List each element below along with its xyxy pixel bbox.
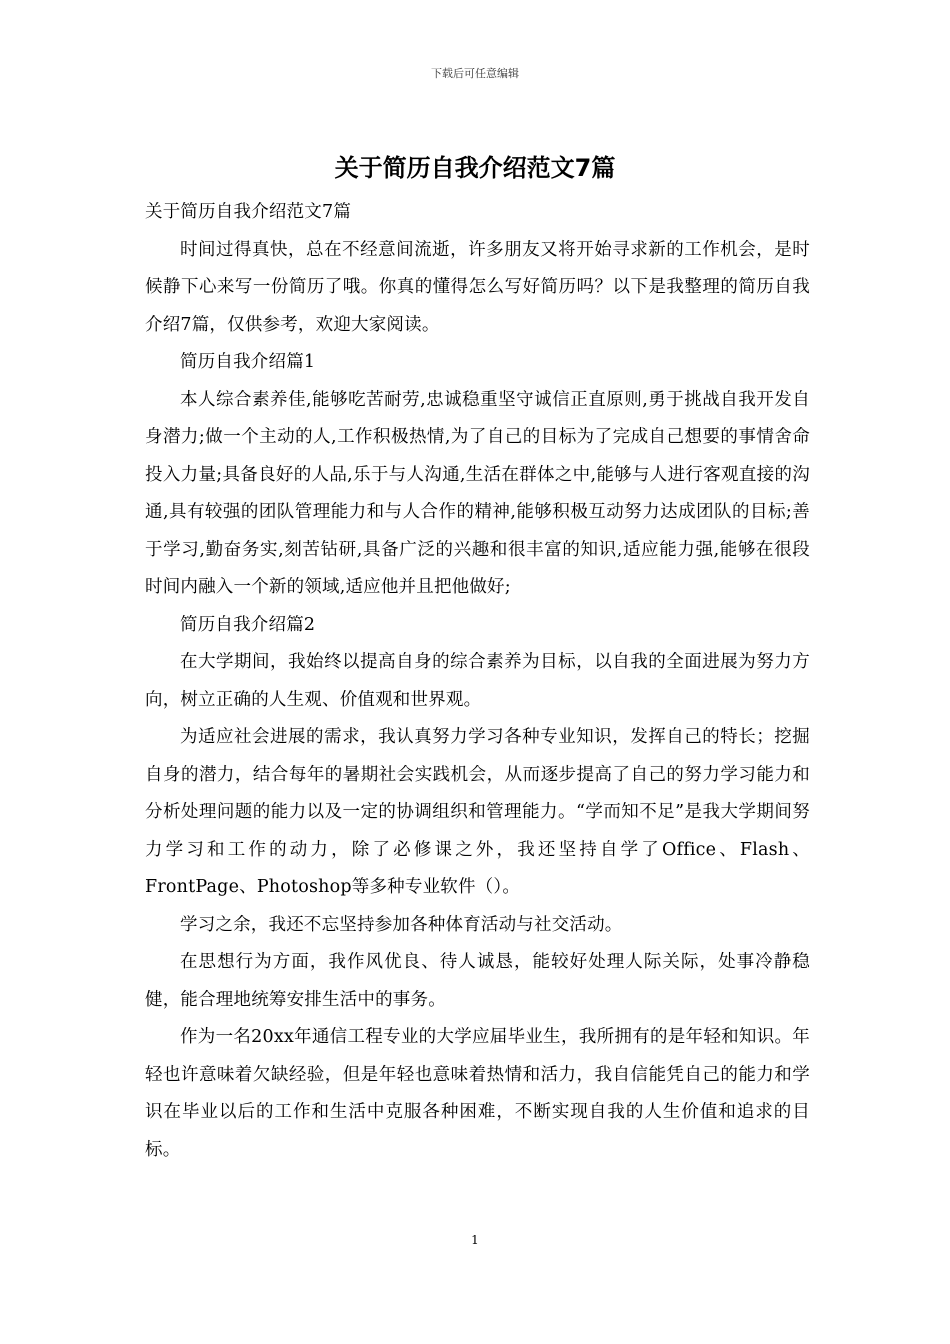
section-1-paragraph: 本人综合素养佳,能够吃苦耐劳,忠诚稳重坚守诚信正直原则,勇于挑战自我开发自身潜力;做一个主动的人,工作积极热情,为了自己的目标为了完成自己想要的事情舍命投入力量;具备良好的人品,乐于与人沟通,生活在群体之中,能够与人进行客观直接的沟通,具有较强的团队管理能力和与人合作的精神,能够积极互动努力达成团队的目标;善于学习,勤奋务实,刻苦钻研,具备广泛的兴趣和很丰富的知识,适应能力强,能够在很段时间内融入一个新的领域,适应他并且把他做好;	[145, 389, 810, 597]
section-heading-2: 简历自我介绍篇2	[180, 614, 316, 635]
section-2-paragraph-4: 在思想行为方面，我作风优良、待人诚恳，能较好处理人际关际，处事冷静稳健，能合理地统筹安排生活中的事务。	[145, 952, 810, 1010]
section-2-paragraph-2: 为适应社会进展的需求，我认真努力学习各种专业知识，发挥自己的特长；挖掘自身的潜力，结合每年的暑期社会实践机会，从而逐步提高了自己的努力学习能力和分析处理问题的能力以及一定的协调组织和管理能力。“学而知不足”是我大学期间努力学习和工作的动力，除了必修课之外，我还坚持自学了Office、Flash、FrontPage、Photoshop等多种专业软件（）。	[145, 727, 810, 897]
document-body	[145, 194, 810, 1169]
page-number: 1	[471, 1233, 479, 1247]
section-2-paragraph-1: 在大学期间，我始终以提高自身的综合素养为目标，以自我的全面进展为努力方向，树立正确的人生观、价值观和世界观。	[145, 652, 810, 710]
header-note: 下载后可任意编辑	[431, 67, 519, 80]
subtitle-paragraph: 关于简历自我介绍范文7篇	[145, 202, 352, 222]
intro-paragraph: 时间过得真快，总在不经意间流逝，许多朋友又将开始寻求新的工作机会，是时候静下心来写一份简历了哦。你真的懂得怎么写好简历吗？以下是我整理的简历自我介绍7篇，仅供参考，欢迎大家阅读。	[145, 239, 810, 335]
document-title: 关于简历自我介绍范文7篇	[334, 154, 616, 182]
section-2-paragraph-5: 作为一名20xx年通信工程专业的大学应届毕业生，我所拥有的是年轻和知识。年轻也许意味着欠缺经验，但是年轻也意味着热情和活力，我自信能凭自己的能力和学识在毕业以后的工作和生活中克服各种困难，不断实现自我的人生价值和追求的目标。	[145, 1027, 810, 1160]
section-2-paragraph-3: 学习之余，我还不忘坚持参加各种体育活动与社交活动。	[180, 914, 623, 935]
section-heading-1: 简历自我介绍篇1	[180, 352, 316, 372]
